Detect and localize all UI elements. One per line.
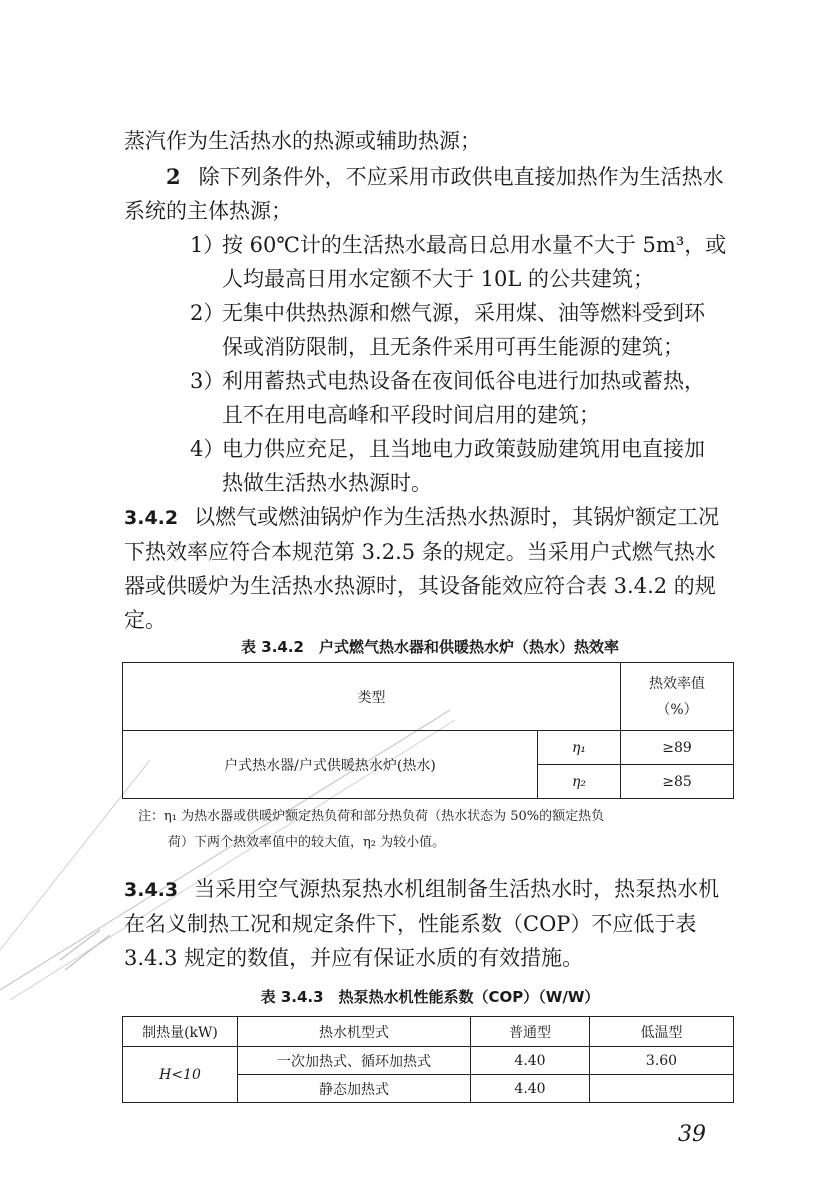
subitem-1-line1: 按 60℃计的生活热水最高日总用水量不大于 5m³，或 (222, 233, 727, 257)
row-label: 户式热水器/户式供暖热水炉(热水) (123, 731, 538, 799)
item-2 (124, 160, 736, 228)
subitem-4-number: 4） (190, 437, 225, 461)
subitem-3-line1: 利用蓄热式电热设备在夜间低谷电进行加热或蓄热， (222, 369, 705, 393)
header-efficiency-label: 热效率值 (649, 675, 705, 692)
header-low-temp: 低温型 (590, 1017, 734, 1047)
subitem-1-line2: 人均最高日用水定额不大于 10L 的公共建筑； (222, 267, 655, 291)
clause-3-4-2-text: 以燃气或燃油锅炉作为生活热水热源时，其锅炉额定工况下热效率应符合本规范第 3.2.5 条的规定。当采用户式燃气热水器或供暖炉为生活热水热源时，其设备能效应符合表 3.4.2 的规定。 (124, 505, 720, 632)
header-capacity: 制热量(kW) (123, 1017, 238, 1047)
header-type: 类型 (123, 663, 621, 731)
capacity-cell: H<10 (123, 1047, 238, 1103)
paragraph-intro: 蒸汽作为生活热水的热源或辅助热源； (124, 129, 481, 153)
subitem-4 (190, 432, 738, 500)
table-3-4-2-caption: 表 3.4.2 户式燃气热水器和供暖热水炉（热水）热效率 (241, 638, 619, 656)
note-line-1: 注：η₁ 为热水器或供暖炉额定热负荷和部分热负荷（热水状态为 50%的额定热负 (138, 809, 605, 824)
header-efficiency (621, 663, 734, 731)
subitem-4-line1: 电力供应充足，且当地电力政策鼓励建筑用电直接加 (222, 437, 705, 461)
subitem-1-number: 1） (190, 233, 225, 257)
item-2-text: 除下列条件外，不应采用市政供电直接加热作为生活热水系统的主体热源； (124, 165, 724, 223)
eta2-value: ≥85 (621, 765, 734, 799)
subitem-1 (190, 228, 738, 296)
table-3-4-2 (122, 662, 734, 799)
note-line-2: 荷）下两个热效率值中的较大值，η₂ 为较小值。 (168, 835, 446, 850)
header-type: 热水机型式 (238, 1017, 471, 1047)
clause-3-4-3-text: 当采用空气源热泵热水机组制备生活热水时，热泵热水机在名义制热工况和规定条件下，性能系数（COP）不应低于表 3.4.3 规定的数值，并应有保证水质的有效措施。 (124, 877, 720, 970)
page-number: 39 (678, 1122, 706, 1147)
subitem-2-number: 2） (190, 301, 225, 325)
table-3-4-3-caption: 表 3.4.3 热泵热水机性能系数（COP）（W/W） (260, 988, 600, 1006)
subitem-2-line2: 保或消防限制，且无条件采用可再生能源的建筑； (222, 335, 684, 359)
clause-3-4-2-number: 3.4.2 (124, 507, 179, 529)
subitem-2-line1: 无集中供热热源和燃气源，采用煤、油等燃料受到环 (222, 301, 705, 325)
item-2-number: 2 (166, 164, 181, 189)
eta2-cell: η₂ (538, 765, 621, 799)
header-normal: 普通型 (471, 1017, 590, 1047)
header-efficiency-unit: （%） (656, 701, 698, 718)
subitem-3-number: 3） (190, 369, 225, 393)
clause-3-4-3 (124, 872, 736, 975)
subitem-3-line2: 且不在用电高峰和平段时间启用的建筑； (222, 403, 600, 427)
eta1-cell: η₁ (538, 731, 621, 765)
table-row-2-normal: 4.40 (471, 1075, 590, 1103)
table-row-1-type: 一次加热式、循环加热式 (238, 1047, 471, 1075)
subitem-4-line2: 热做生活热水热源时。 (222, 471, 432, 495)
subitem-2 (190, 296, 738, 364)
clause-3-4-2 (124, 500, 736, 637)
clause-3-4-3-number: 3.4.3 (124, 879, 179, 901)
subitem-3 (190, 364, 738, 432)
table-row-1-normal: 4.40 (471, 1047, 590, 1075)
eta1-value: ≥89 (621, 731, 734, 765)
table-row-1-low: 3.60 (590, 1047, 734, 1075)
table-row-2-type: 静态加热式 (238, 1075, 471, 1103)
table-3-4-2-note (138, 804, 738, 856)
table-3-4-3 (122, 1016, 734, 1103)
table-row-2-low (590, 1075, 734, 1103)
